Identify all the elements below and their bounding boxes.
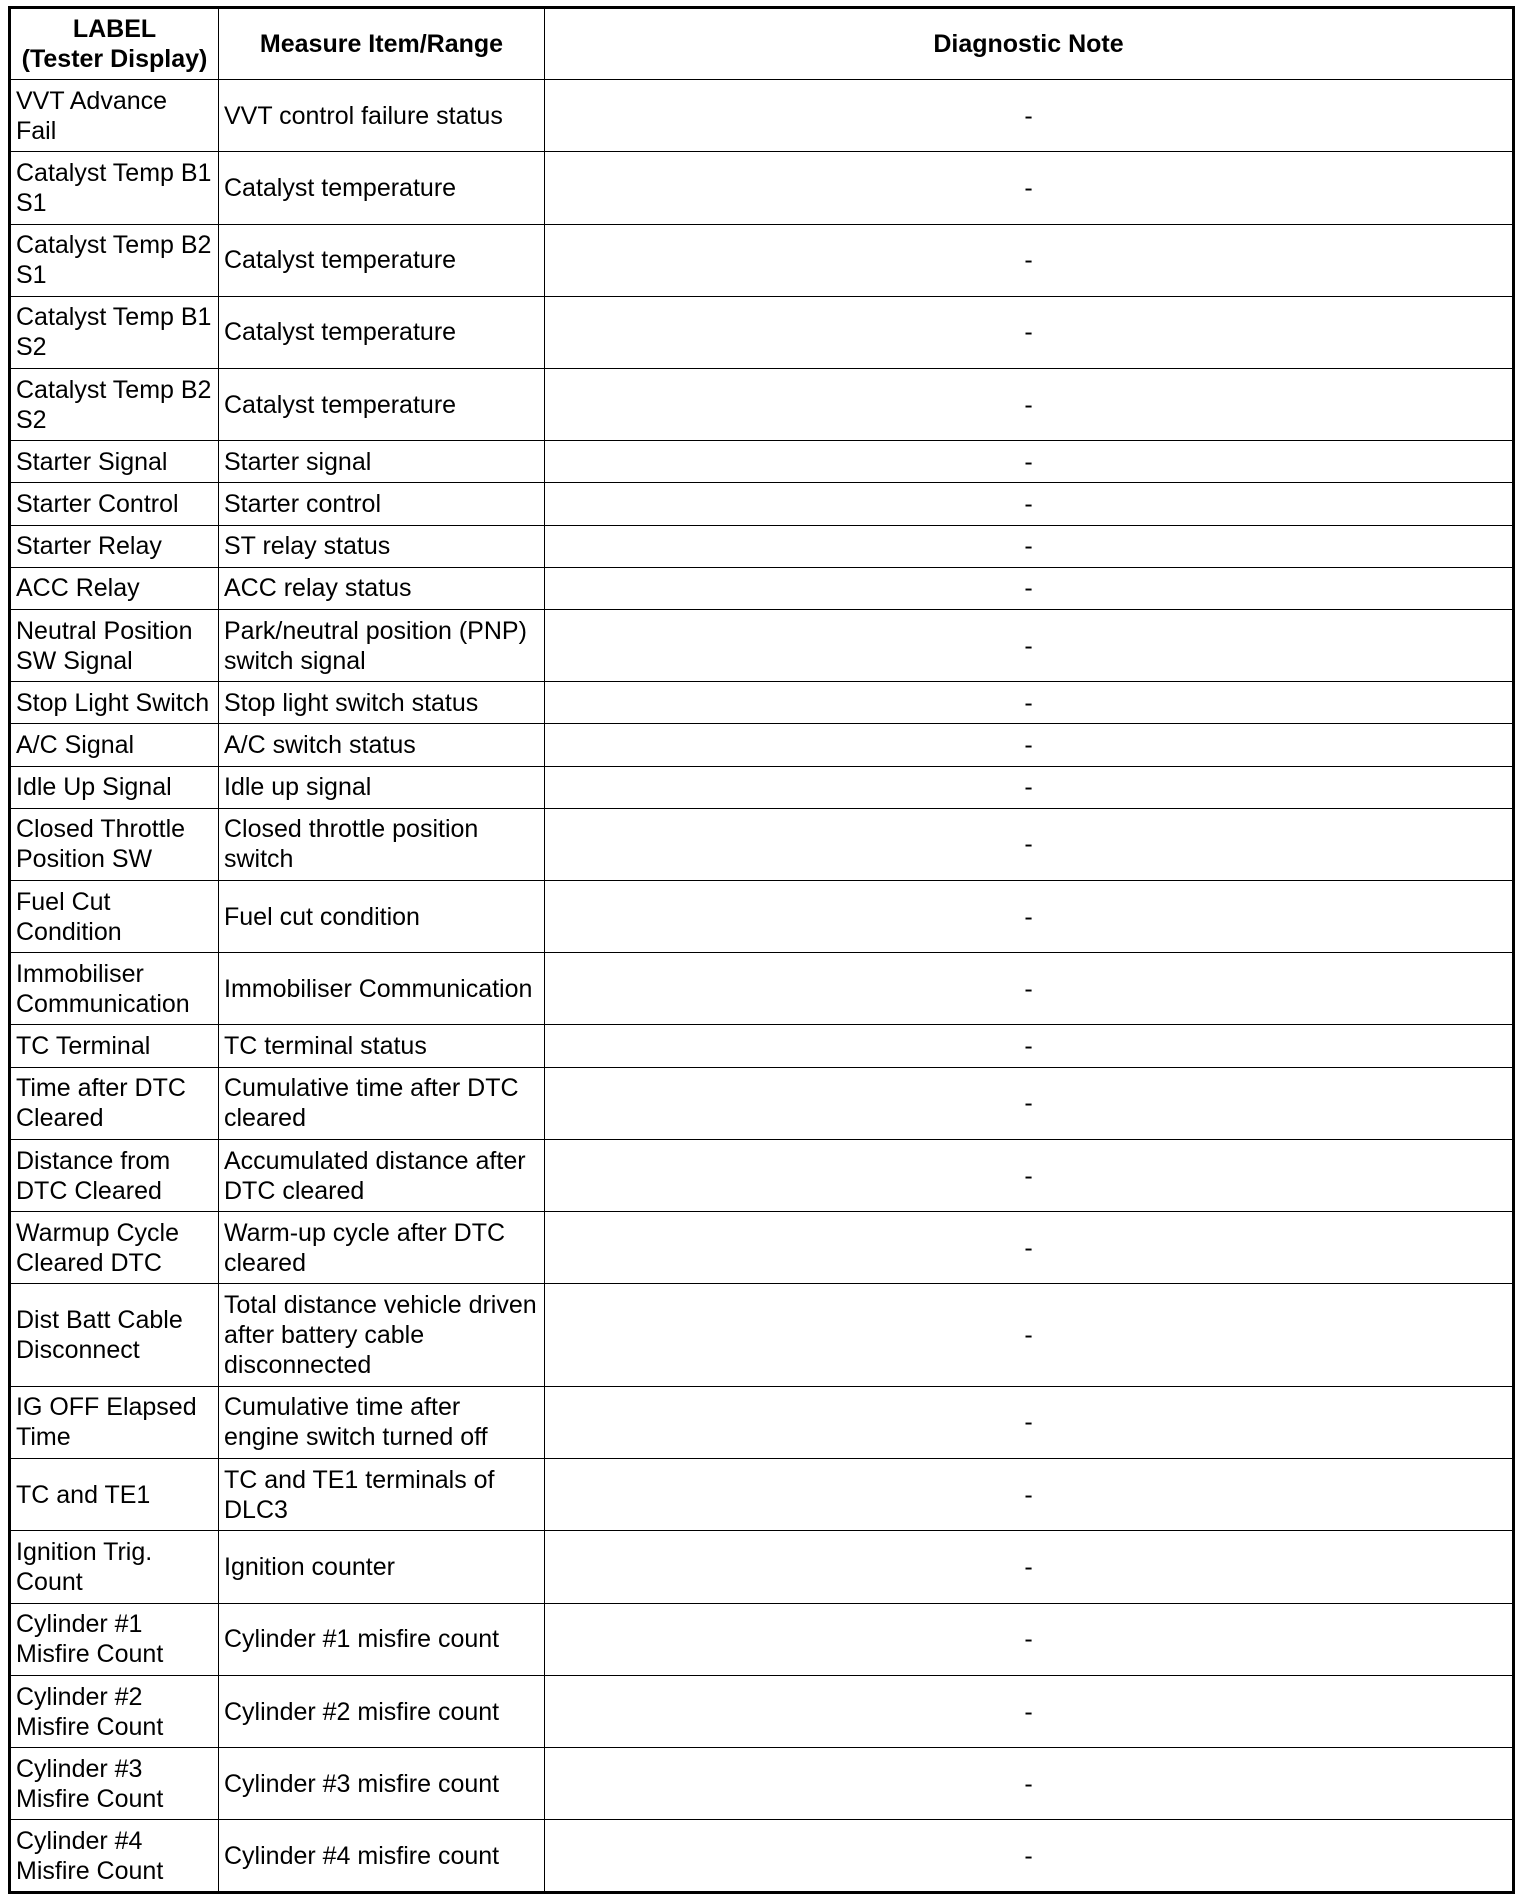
table-row [10, 953, 1514, 1025]
measure-cell: Immobiliser Communication [219, 953, 545, 1025]
data-list-table [8, 6, 1515, 1894]
table-row [10, 682, 1514, 724]
note-column-header: Diagnostic Note [545, 8, 1514, 80]
measure-cell: TC terminal status [219, 1025, 545, 1067]
table-header-row [10, 8, 1514, 80]
label-cell: Cylinder #2 Misfire Count [10, 1675, 219, 1747]
label-cell: Catalyst Temp B1 S1 [10, 152, 219, 224]
measure-cell: Catalyst temperature [219, 296, 545, 368]
note-cell: - [545, 1386, 1514, 1458]
note-cell: - [545, 1139, 1514, 1211]
table-row [10, 1748, 1514, 1820]
label-cell: Ignition Trig. Count [10, 1531, 219, 1603]
label-header-line2: (Tester Display) [21, 45, 208, 73]
measure-cell: Starter control [219, 483, 545, 525]
note-cell: - [545, 483, 1514, 525]
measure-cell: TC and TE1 terminals of DLC3 [219, 1459, 545, 1531]
label-cell: Dist Batt Cable Disconnect [10, 1284, 219, 1386]
table-row [10, 1675, 1514, 1747]
label-cell: Catalyst Temp B2 S1 [10, 224, 219, 296]
note-cell: - [545, 296, 1514, 368]
table-row [10, 80, 1514, 152]
note-cell: - [545, 1603, 1514, 1675]
label-column-header [10, 8, 219, 80]
table-row [10, 152, 1514, 224]
table-row [10, 441, 1514, 483]
table-row [10, 1459, 1514, 1531]
measure-cell: Closed throttle position switch [219, 808, 545, 880]
measure-cell: Cylinder #4 misfire count [219, 1820, 545, 1893]
note-cell: - [545, 609, 1514, 681]
table-row [10, 224, 1514, 296]
label-cell: Time after DTC Cleared [10, 1067, 219, 1139]
label-cell: Cylinder #1 Misfire Count [10, 1603, 219, 1675]
table-row [10, 766, 1514, 808]
measure-cell: Stop light switch status [219, 682, 545, 724]
label-cell: Distance from DTC Cleared [10, 1139, 219, 1211]
note-cell: - [545, 1675, 1514, 1747]
note-cell: - [545, 1820, 1514, 1893]
measure-cell: Ignition counter [219, 1531, 545, 1603]
table-row [10, 296, 1514, 368]
table-row [10, 1139, 1514, 1211]
note-cell: - [545, 441, 1514, 483]
table-row [10, 880, 1514, 952]
measure-cell: Cylinder #3 misfire count [219, 1748, 545, 1820]
measure-cell: Cumulative time after DTC cleared [219, 1067, 545, 1139]
measure-cell: Cumulative time after engine switch turned off [219, 1386, 545, 1458]
label-cell: Warmup Cycle Cleared DTC [10, 1212, 219, 1284]
measure-cell: ST relay status [219, 525, 545, 567]
measure-cell: Catalyst temperature [219, 369, 545, 441]
measure-cell: Cylinder #1 misfire count [219, 1603, 545, 1675]
label-cell: Neutral Position SW Signal [10, 609, 219, 681]
note-cell: - [545, 525, 1514, 567]
note-cell: - [545, 880, 1514, 952]
note-cell: - [545, 369, 1514, 441]
measure-cell: Total distance vehicle driven after battery cable disconnected [219, 1284, 545, 1386]
note-cell: - [545, 152, 1514, 224]
note-cell: - [545, 1748, 1514, 1820]
table-row [10, 808, 1514, 880]
measure-cell: Catalyst temperature [219, 152, 545, 224]
measure-cell: A/C switch status [219, 724, 545, 766]
label-cell: Closed Throttle Position SW [10, 808, 219, 880]
label-cell: IG OFF Elapsed Time [10, 1386, 219, 1458]
note-cell: - [545, 1025, 1514, 1067]
label-cell: TC and TE1 [10, 1459, 219, 1531]
table-row [10, 724, 1514, 766]
label-cell: Immobiliser Communication [10, 953, 219, 1025]
measure-cell: Fuel cut condition [219, 880, 545, 952]
label-cell: Starter Relay [10, 525, 219, 567]
table-row [10, 1531, 1514, 1603]
measure-cell: Catalyst temperature [219, 224, 545, 296]
note-cell: - [545, 766, 1514, 808]
table-row [10, 1603, 1514, 1675]
label-cell: Idle Up Signal [10, 766, 219, 808]
note-cell: - [545, 1212, 1514, 1284]
table-row [10, 609, 1514, 681]
note-cell: - [545, 682, 1514, 724]
label-cell: Cylinder #4 Misfire Count [10, 1820, 219, 1893]
table-row [10, 1025, 1514, 1067]
label-cell: Starter Control [10, 483, 219, 525]
measure-cell: Idle up signal [219, 766, 545, 808]
label-cell: VVT Advance Fail [10, 80, 219, 152]
note-cell: - [545, 1067, 1514, 1139]
label-cell: Catalyst Temp B1 S2 [10, 296, 219, 368]
label-cell: ACC Relay [10, 567, 219, 609]
measure-cell: Park/neutral position (PNP) switch signal [219, 609, 545, 681]
note-cell: - [545, 1284, 1514, 1386]
note-cell: - [545, 224, 1514, 296]
measure-cell: Accumulated distance after DTC cleared [219, 1139, 545, 1211]
note-cell: - [545, 808, 1514, 880]
table-row [10, 369, 1514, 441]
note-cell: - [545, 1531, 1514, 1603]
note-cell: - [545, 567, 1514, 609]
table-row [10, 525, 1514, 567]
note-cell: - [545, 80, 1514, 152]
table-row [10, 483, 1514, 525]
table-row [10, 567, 1514, 609]
note-cell: - [545, 724, 1514, 766]
table-row [10, 1212, 1514, 1284]
table-row [10, 1386, 1514, 1458]
measure-cell: Cylinder #2 misfire count [219, 1675, 545, 1747]
measure-cell: Starter signal [219, 441, 545, 483]
table-row [10, 1284, 1514, 1386]
label-cell: Starter Signal [10, 441, 219, 483]
label-cell: Catalyst Temp B2 S2 [10, 369, 219, 441]
label-header-line1: LABEL [72, 15, 157, 43]
label-cell: Stop Light Switch [10, 682, 219, 724]
table-row [10, 1067, 1514, 1139]
measure-cell: VVT control failure status [219, 80, 545, 152]
note-cell: - [545, 953, 1514, 1025]
measure-column-header: Measure Item/Range [219, 8, 545, 80]
note-cell: - [545, 1459, 1514, 1531]
measure-cell: ACC relay status [219, 567, 545, 609]
measure-cell: Warm-up cycle after DTC cleared [219, 1212, 545, 1284]
table-row [10, 1820, 1514, 1893]
label-cell: Fuel Cut Condition [10, 880, 219, 952]
label-cell: TC Terminal [10, 1025, 219, 1067]
label-cell: Cylinder #3 Misfire Count [10, 1748, 219, 1820]
data-list-sheet [8, 6, 1515, 1894]
label-cell: A/C Signal [10, 724, 219, 766]
